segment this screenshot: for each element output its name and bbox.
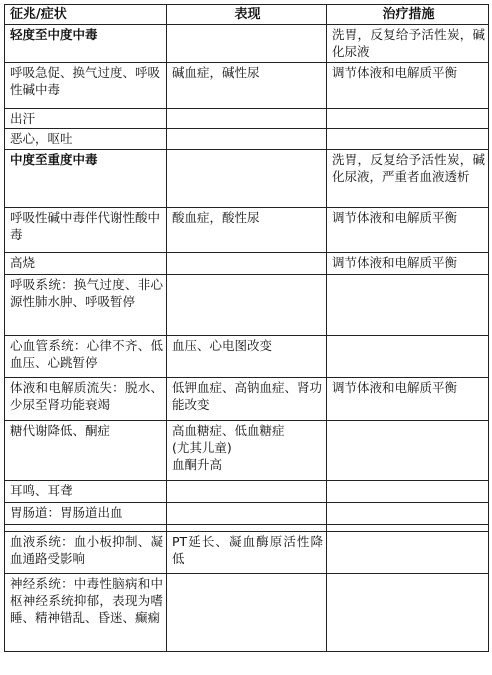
treatment-cell: [327, 532, 489, 574]
treatment-cell: 洗胃，反复给予活性炭，碱化尿液: [327, 25, 489, 63]
table-row: [5, 275, 489, 336]
symptom-cell: 耳鸣、耳聋: [5, 481, 167, 503]
symptom-cell: 呼吸系统：换气过度、非心源性肺水肿、呼吸暂停: [5, 275, 167, 336]
manifestation-line: 血酮升高: [172, 457, 223, 472]
treatment-cell: 调节体液和电解质平衡: [327, 208, 489, 253]
manifestation-cell: 低钾血症、高钠血症、肾功能改变: [167, 378, 327, 421]
manifestation-cell: [167, 150, 327, 208]
symptom-cell: 胃肠道：胃肠道出血: [5, 503, 167, 525]
symptom-cell: 出汗: [5, 109, 167, 129]
symptom-cell: 中度至重度中毒: [5, 150, 167, 208]
treatment-cell: 调节体液和电解质平衡: [327, 63, 489, 109]
table-row: [5, 574, 489, 652]
table-row: [5, 378, 489, 421]
table-row: [5, 336, 489, 378]
manifestation-cell: PT延长、凝血酶原活性降低: [167, 532, 327, 574]
table-row: [5, 421, 489, 481]
symptom-cell: 神经系统：中毒性脑病和中枢神经系统抑郁，表现为嗜睡、精神错乱、昏迷、癫痫: [5, 574, 167, 652]
manifestation-cell: [167, 129, 327, 150]
table-row: [5, 481, 489, 503]
spacer-cell: [167, 525, 327, 532]
manifestation-cell: [167, 421, 327, 481]
symptom-cell: 呼吸急促、换气过度、呼吸性碱中毒: [5, 63, 167, 109]
symptom-cell: 高烧: [5, 253, 167, 275]
manifestation-cell: 血压、心电图改变: [167, 336, 327, 378]
manifestation-cell: [167, 275, 327, 336]
manifestation-cell: [167, 503, 327, 525]
treatment-cell: [327, 503, 489, 525]
table-row: [5, 63, 489, 109]
table-row: [5, 150, 489, 208]
header-treatment: 治疗措施: [327, 5, 489, 25]
manifestation-cell: [167, 25, 327, 63]
table-row: [5, 532, 489, 574]
header-symptom: 征兆/症状: [5, 5, 167, 25]
treatment-cell: 调节体液和电解质平衡: [327, 378, 489, 421]
table-row: [5, 503, 489, 525]
treatment-cell: [327, 574, 489, 652]
spacer-cell: [327, 525, 489, 532]
symptom-cell: 心血管系统：心律不齐、低血压、心跳暂停: [5, 336, 167, 378]
treatment-cell: [327, 421, 489, 481]
treatment-cell: [327, 275, 489, 336]
spacer-row: [5, 525, 489, 532]
treatment-cell: [327, 129, 489, 150]
symptom-cell: 恶心，呕吐: [5, 129, 167, 150]
table-row: [5, 208, 489, 253]
spacer-cell: [5, 525, 167, 532]
symptom-cell: 糖代谢降低、酮症: [5, 421, 167, 481]
table-row: [5, 109, 489, 129]
manifestation-cell: 碱血症，碱性尿: [167, 63, 327, 109]
header-row: [5, 5, 489, 25]
treatment-cell: [327, 336, 489, 378]
manifestation-cell: [167, 253, 327, 275]
treatment-cell: [327, 481, 489, 503]
manifestation-line: (尤其儿童): [172, 440, 232, 455]
manifestation-line: 高血糖症、低血糖症: [172, 423, 285, 438]
table-row: [5, 25, 489, 63]
symptom-cell: 血液系统：血小板抑制、凝血通路受影响: [5, 532, 167, 574]
symptom-cell: 呼吸性碱中毒伴代谢性酸中毒: [5, 208, 167, 253]
manifestation-cell: [167, 574, 327, 652]
treatment-cell: [327, 109, 489, 129]
manifestation-cell: [167, 481, 327, 503]
treatment-cell: 洗胃，反复给予活性炭，碱化尿液，严重者血液透析: [327, 150, 489, 208]
symptom-treatment-table: [4, 4, 489, 652]
symptom-cell: 轻度至中度中毒: [5, 25, 167, 63]
treatment-cell: 调节体液和电解质平衡: [327, 253, 489, 275]
manifestation-cell: [167, 109, 327, 129]
symptom-cell: 体液和电解质流失：脱水、少尿至肾功能衰竭: [5, 378, 167, 421]
manifestation-cell: 酸血症，酸性尿: [167, 208, 327, 253]
header-manifestation: 表现: [167, 5, 327, 25]
table-row: [5, 129, 489, 150]
table-row: [5, 253, 489, 275]
